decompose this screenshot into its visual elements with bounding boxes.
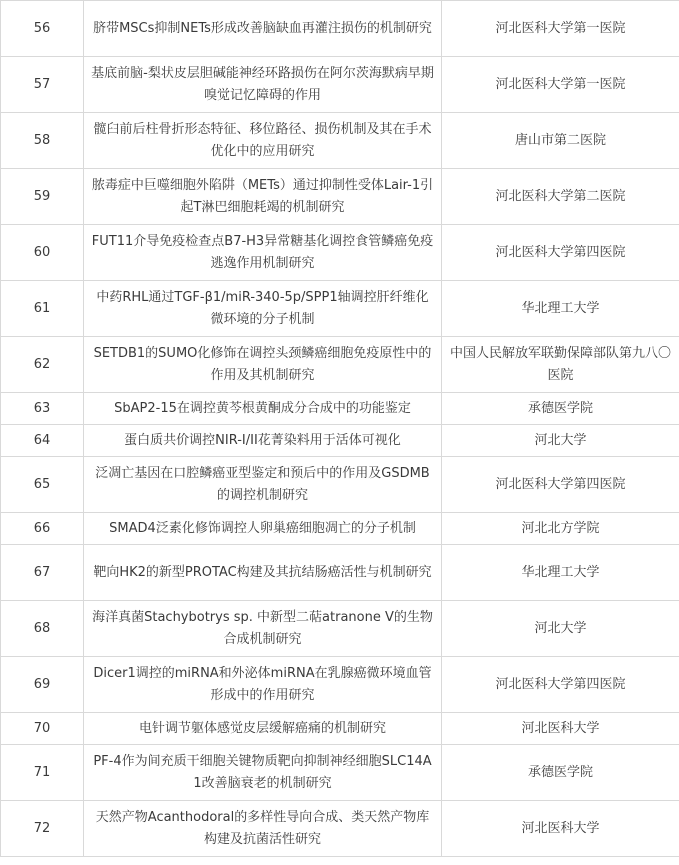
table-row — [1, 545, 679, 601]
row-number: 61 — [1, 281, 84, 337]
project-title: 电针调节躯体感觉皮层缓解癌痛的机制研究 — [84, 713, 442, 745]
institution-name: 河北医科大学第四医院 — [442, 225, 679, 281]
institution-name: 承德医学院 — [442, 393, 679, 425]
row-number: 58 — [1, 113, 84, 169]
project-title: PF-4作为间充质干细胞关键物质靶向抑制神经细胞SLC14A1改善脑衰老的机制研究 — [84, 745, 442, 801]
project-title: 蛋白质共价调控NIR-I/II花菁染料用于活体可视化 — [84, 425, 442, 457]
table-row — [1, 457, 679, 513]
institution-name: 河北医科大学 — [442, 801, 679, 857]
row-number: 67 — [1, 545, 84, 601]
project-title: 中药RHL通过TGF-β1/miR-340-5p/SPP1轴调控肝纤维化微环境的分子机制 — [84, 281, 442, 337]
institution-name: 河北医科大学 — [442, 713, 679, 745]
institution-name: 中国人民解放军联勤保障部队第九八〇医院 — [442, 337, 679, 393]
institution-name: 华北理工大学 — [442, 281, 679, 337]
institution-name: 河北大学 — [442, 425, 679, 457]
table-row — [1, 57, 679, 113]
table-row — [1, 513, 679, 545]
project-title: 天然产物Acanthodoral的多样性导向合成、类天然产物库构建及抗菌活性研究 — [84, 801, 442, 857]
row-number: 70 — [1, 713, 84, 745]
institution-name: 河北医科大学第一医院 — [442, 1, 679, 57]
project-title: SMAD4泛素化修饰调控人卵巢癌细胞凋亡的分子机制 — [84, 513, 442, 545]
table-row — [1, 281, 679, 337]
project-title: SETDB1的SUMO化修饰在调控头颈鳞癌细胞免疫原性中的作用及其机制研究 — [84, 337, 442, 393]
institution-name: 河北北方学院 — [442, 513, 679, 545]
table-row — [1, 601, 679, 657]
table-row — [1, 337, 679, 393]
project-title: 海洋真菌Stachybotrys sp. 中新型二萜atranone V的生物合成机制研究 — [84, 601, 442, 657]
table-row — [1, 745, 679, 801]
project-title: 靶向HK2的新型PROTAC构建及其抗结肠癌活性与机制研究 — [84, 545, 442, 601]
row-number: 60 — [1, 225, 84, 281]
institution-name: 唐山市第二医院 — [442, 113, 679, 169]
table-row — [1, 657, 679, 713]
project-title: Dicer1调控的miRNA和外泌体miRNA在乳腺癌微环境血管形成中的作用研究 — [84, 657, 442, 713]
institution-name: 华北理工大学 — [442, 545, 679, 601]
table-row — [1, 801, 679, 857]
institution-name: 河北医科大学第一医院 — [442, 57, 679, 113]
institution-name: 河北医科大学第二医院 — [442, 169, 679, 225]
table-row — [1, 225, 679, 281]
table-row — [1, 425, 679, 457]
row-number: 57 — [1, 57, 84, 113]
project-title: SbAP2-15在调控黄芩根黄酮成分合成中的功能鉴定 — [84, 393, 442, 425]
project-title: 脓毒症中巨噬细胞外陷阱（METs）通过抑制性受体Lair-1引起T淋巴细胞耗竭的机制研究 — [84, 169, 442, 225]
project-title: 髋臼前后柱骨折形态特征、移位路径、损伤机制及其在手术优化中的应用研究 — [84, 113, 442, 169]
table-row — [1, 1, 679, 57]
project-title: FUT11介导免疫检查点B7-H3异常糖基化调控食管鳞癌免疫逃逸作用机制研究 — [84, 225, 442, 281]
row-number: 71 — [1, 745, 84, 801]
row-number: 72 — [1, 801, 84, 857]
institution-name: 河北医科大学第四医院 — [442, 457, 679, 513]
table-row — [1, 169, 679, 225]
row-number: 56 — [1, 1, 84, 57]
table-row — [1, 113, 679, 169]
row-number: 65 — [1, 457, 84, 513]
table-row — [1, 713, 679, 745]
project-table-body — [1, 1, 679, 857]
row-number: 62 — [1, 337, 84, 393]
project-title: 泛凋亡基因在口腔鳞癌亚型鉴定和预后中的作用及GSDMB的调控机制研究 — [84, 457, 442, 513]
institution-name: 河北医科大学第四医院 — [442, 657, 679, 713]
project-title: 脐带MSCs抑制NETs形成改善脑缺血再灌注损伤的机制研究 — [84, 1, 442, 57]
institution-name: 河北大学 — [442, 601, 679, 657]
row-number: 66 — [1, 513, 84, 545]
table-row — [1, 393, 679, 425]
institution-name: 承德医学院 — [442, 745, 679, 801]
row-number: 59 — [1, 169, 84, 225]
project-title: 基底前脑-梨状皮层胆碱能神经环路损伤在阿尔茨海默病早期嗅觉记忆障碍的作用 — [84, 57, 442, 113]
row-number: 64 — [1, 425, 84, 457]
row-number: 69 — [1, 657, 84, 713]
row-number: 68 — [1, 601, 84, 657]
row-number: 63 — [1, 393, 84, 425]
